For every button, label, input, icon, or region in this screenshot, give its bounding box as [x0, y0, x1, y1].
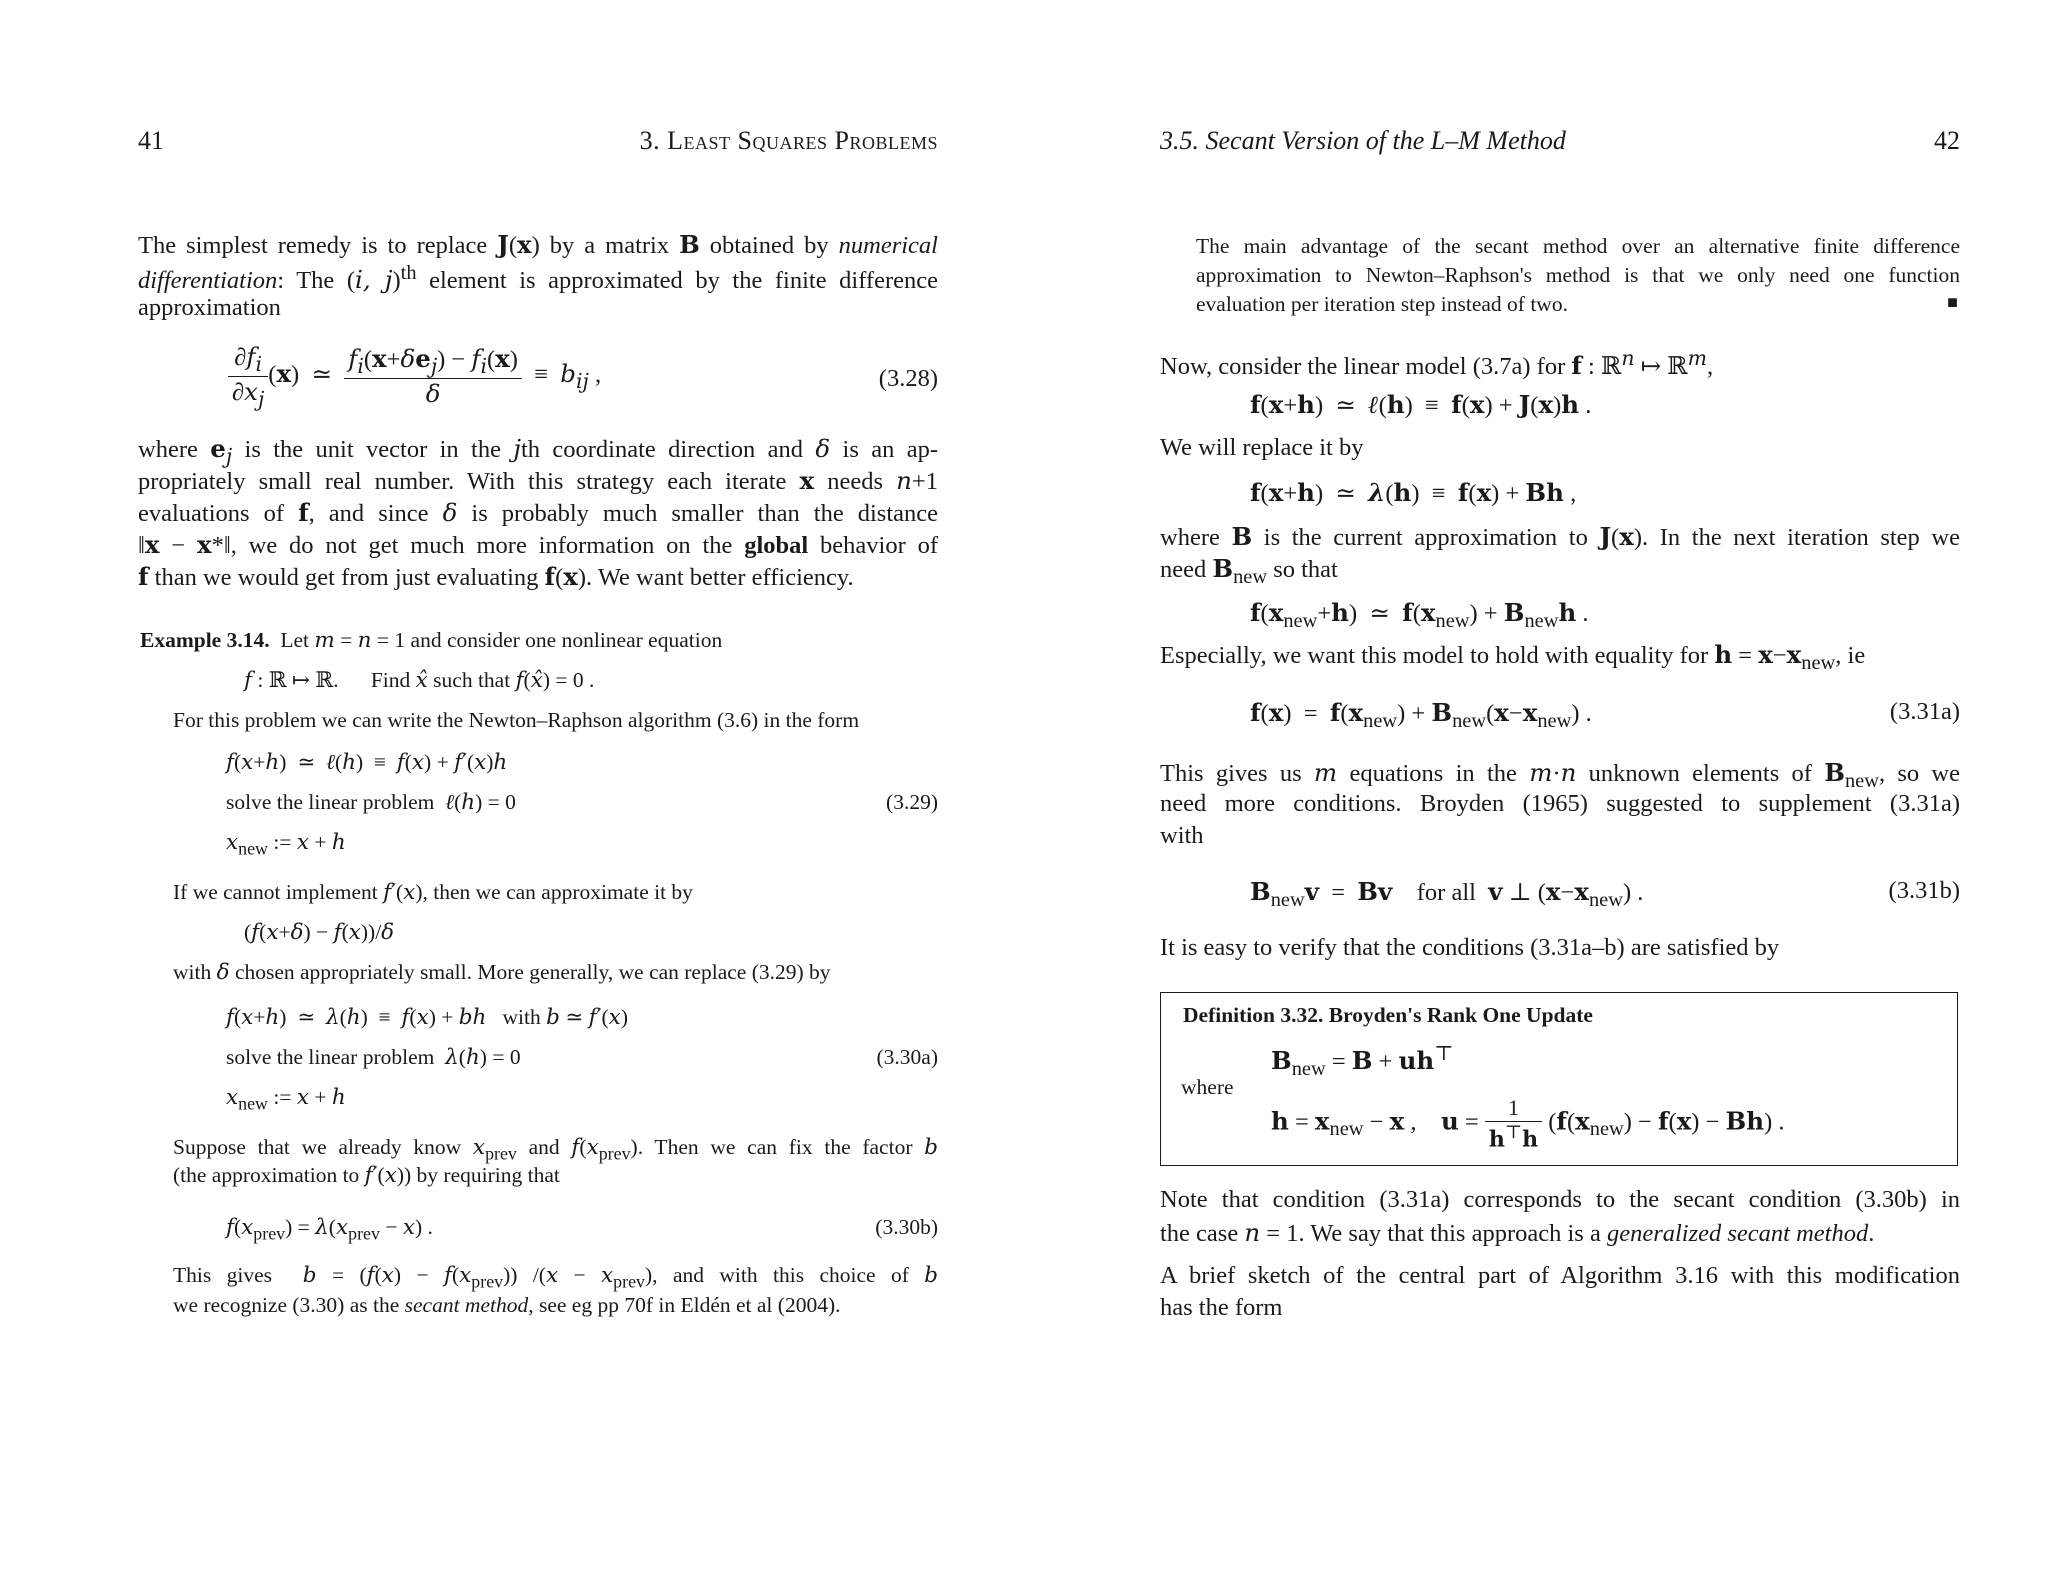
equation-number-3-31b: (3.31b): [1888, 877, 1960, 904]
right-para2: We will replace it by: [1160, 434, 1364, 461]
example-line8: This gives $b = (f(x) - f(x_{prev}))$ $/(x - x_{prev})$, and with this choice of b: [173, 1263, 939, 1292]
right-para7-line2: the case n = 1. We say that this approach is a generalized secant method.: [1160, 1218, 1875, 1247]
right-para3-line2: need $B_{new}$ so that: [1160, 554, 1338, 588]
equation-number-3-28: (3.28): [878, 365, 938, 392]
right-para8-line2: has the form: [1160, 1294, 1283, 1321]
update-model-eq: $f(x_{new}+h)$ ≃ $f(x_{new}) + B_{new}h$ .: [1250, 598, 1589, 632]
para2-line5: f than we would get from just evaluating f(x). We want better efficiency.: [138, 562, 854, 591]
equation-3-31a: $f(x) = f(x_{new}) + B_{new}(x-x_{new})$ .: [1250, 698, 1592, 732]
right-para1: Now, consider the linear model (3.7a) for f : ℝ$^n$ ↦ ℝ$^m$,: [1160, 346, 1714, 381]
para2-line2: propriately small real number. With this strategy each iterate x needs n+1: [138, 466, 938, 495]
algorithm-329-step1: f(x+h) ≃ ℓ(h) ≡ f(x) + f′(x)h: [226, 750, 508, 775]
right-para7-line1: Note that condition (3.31a) corresponds to the secant condition (3.30b) in: [1160, 1186, 1960, 1213]
remark-line2: approximation to Newton–Raphson's method is that we only need one function: [1196, 263, 1960, 287]
para1-line1: The simplest remedy is to replace J(x) by a matrix B obtained by numerical: [138, 230, 938, 259]
para2-line1: where $e_j$ is the unit vector in the jth coordinate direction and δ is an ap-: [138, 434, 939, 468]
page-number-right: 42: [1934, 126, 1960, 155]
example-problem: f : ℝ ↦ ℝ. Find x̂ such that f(x̂) = 0 .: [244, 668, 595, 693]
example-line3: For this problem we can write the Newton–Raphson algorithm (3.6) in the form: [173, 708, 860, 732]
running-head-left: 3. Least Squares Problems: [639, 126, 938, 155]
right-para5-line2: need more conditions. Broyden (1965) suggested to supplement (3.31a): [1160, 790, 1960, 817]
right-page: [1160, 0, 1960, 1582]
algorithm-329-step3: $x_{new}$ := x + h: [226, 830, 346, 859]
equation-number-3-29: (3.29): [886, 790, 938, 814]
para2-line4: ‖x − x*‖, we do not get much more information on the global behavior of: [138, 530, 938, 559]
example-line5: with δ chosen appropriately small. More generally, we can replace (3.29) by: [173, 960, 831, 985]
equation-number-3-30a: (3.30a): [876, 1045, 938, 1069]
linear-model-eq: f(x+h) ≃ ℓ(h) ≡ f(x) + J(x)h .: [1250, 390, 1592, 419]
example-heading: Example 3.14. Let m = n = 1 and consider one nonlinear equation: [140, 628, 723, 653]
broyden-update-formula: $B_{new} = B + uh^⊤$: [1271, 1043, 1454, 1081]
right-para8-line1: A brief sketch of the central part of Algorithm 3.16 with this modification: [1160, 1262, 1960, 1289]
broyden-h-u-definition: $h = x_{new} - x$ , u = $\frac{1}{h^⊤h}$ $(f(x_{new}) - f(x) - Bh)$ .: [1271, 1095, 1785, 1153]
algorithm-330-step2: solve the linear problem λ(h) = 0: [226, 1045, 521, 1070]
secant-model-eq: f(x+h) ≃ λ(h) ≡ f(x) + Bh ,: [1250, 478, 1577, 507]
para1-line3: approximation: [138, 294, 281, 321]
algorithm-329-step2: solve the linear problem ℓ(h) = 0: [226, 790, 516, 815]
para1-line2: differentiation: The (i, j)$^{th}$ element is approximated by the finite difference: [138, 262, 938, 295]
definition-box: [1160, 992, 1958, 1166]
running-head-right: 3.5. Secant Version of the L–M Method: [1160, 126, 1566, 155]
equation-3-30b: $f(x_{prev}) = \lambda(x_{prev} - x)$ .: [226, 1215, 433, 1244]
algorithm-330-step3: $x_{new}$ := x + h: [226, 1085, 346, 1114]
remark-line1: The main advantage of the secant method over an alternative finite difference: [1196, 234, 1960, 258]
algorithm-330-step1: f(x+h) ≃ λ(h) ≡ f(x) + bh with b ≃ f′(x): [226, 1005, 628, 1030]
right-para5-line1: This gives us m equations in the m·n unknown elements of $B_{new}$, so we: [1160, 758, 1961, 792]
equation-number-3-31a: (3.31a): [1889, 698, 1960, 725]
right-para4: Especially, we want this model to hold with equality for $h = x-x_{new}$, ie: [1160, 640, 1866, 674]
left-page: [138, 0, 938, 1582]
example-line9: we recognize (3.30) as the secant method, see eg pp 70f in Eldén et al (2004).: [173, 1293, 841, 1317]
equation-number-3-30b: (3.30b): [875, 1215, 938, 1239]
example-line7: (the approximation to f′(x)) by requiring that: [173, 1163, 560, 1188]
example-line4: If we cannot implement f′(x), then we can approximate it by: [173, 880, 693, 905]
equation-3-28: $\frac{\partial f_i}{\partial x_j}$ (x) ≃ $\frac{f_i(x+\delta e_j) - f_i(x)}{\delta}$ ≡ $b_{ij}$ ,: [228, 342, 601, 411]
example-line6: Suppose that we already know $x_{prev}$ and $f(x_{prev})$. Then we can fix the factor b: [173, 1135, 938, 1164]
right-para5-line3: with: [1160, 822, 1204, 849]
equation-3-31b: $B_{new}v = Bv$ for all v ⊥ $(x-x_{new})$ .: [1250, 877, 1644, 911]
right-para6: It is easy to verify that the conditions (3.31a–b) are satisfied by: [1160, 934, 1780, 961]
right-para3-line1: where B is the current approximation to J(x). In the next iteration step we: [1160, 522, 1960, 551]
end-of-remark-mark: ■: [1947, 292, 1958, 312]
page-number-left: 41: [138, 126, 164, 155]
para2-line3: evaluations of f, and since δ is probably much smaller than the distance: [138, 498, 938, 527]
definition-title: Definition 3.32. Broyden's Rank One Update: [1183, 1003, 1593, 1027]
definition-where: where: [1181, 1075, 1234, 1099]
remark-line3: evaluation per iteration step instead of two.: [1196, 292, 1568, 316]
finite-difference-expr: (f(x+δ) − f(x))/δ: [244, 920, 395, 945]
